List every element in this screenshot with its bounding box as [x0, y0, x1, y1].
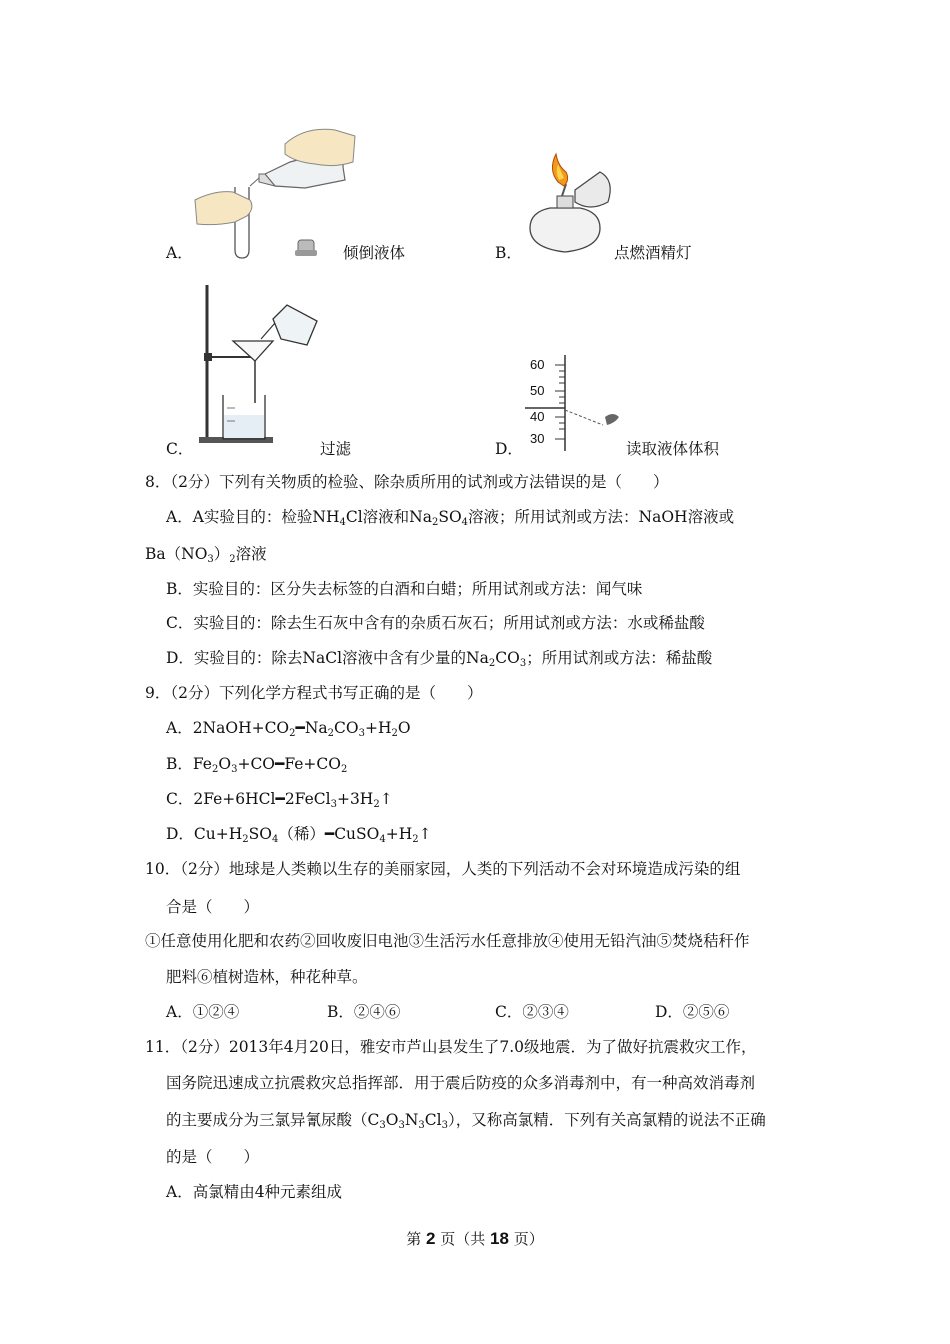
- figure-a-caption: 倾倒液体: [343, 244, 406, 262]
- page-footer: 第 2 页（共 18 页）: [406, 1229, 544, 1248]
- page-total: 18: [490, 1229, 509, 1248]
- q9-option-b: B．$Fe_2O_3+CO━Fe+CO_2$: [166, 755, 348, 775]
- alcohol-lamp-image: [520, 150, 620, 260]
- q11-stem-line3: 的主要成分为三氯异氰尿酸$(C_3O_3N_3Cl_3)$，又称高氯精．下列有关高氯精的说法不正确: [166, 1111, 766, 1131]
- q9-stem: 9．（2分）下列化学方程式书写正确的是（ ）: [145, 684, 483, 702]
- filtration-image: [195, 283, 325, 448]
- q8-stem: 8．（2分）下列有关物质的检验、除杂质所用的试剂或方法错误的是（ ）: [145, 473, 669, 491]
- figure-c-caption: 过滤: [320, 440, 352, 458]
- q11-stem-line2: 国务院迅速成立抗震救灾总指挥部．用于震后防疫的众多消毒剂中，有一种高效消毒剂: [166, 1074, 756, 1092]
- q9-option-c: C．$2Fe+6HCl━2FeCl_3+3H_2↑$: [166, 790, 393, 810]
- q9-option-d: D．$Cu+H_2SO_4$（稀）$━CuSO_4+H_2↑$: [166, 825, 432, 845]
- q8-option-a-line2: $Ba(NO_3)_2$溶液: [145, 545, 267, 565]
- q10-option-b: B．②④⑥: [327, 1003, 401, 1021]
- figure-c-letter: C．: [166, 440, 194, 458]
- q8-option-b: B．实验目的：区分失去标签的白酒和白蜡；所用试剂或方法：闻气味: [166, 580, 643, 598]
- figure-b-letter: B．: [495, 244, 522, 262]
- q10-stem-line1: 10．（2分）地球是人类赖以生存的美丽家园，人类的下列活动不会对环境造成污染的组: [145, 860, 741, 878]
- scale-50: 50: [530, 383, 545, 398]
- q8-option-d: D．实验目的：除去NaCl溶液中含有少量的$Na_2CO_3$；所用试剂或方法：稀盐酸: [166, 649, 713, 669]
- q11-option-a: A．高氯精由4种元素组成: [166, 1183, 343, 1201]
- q11-stem-line4: 的是（ ）: [166, 1148, 260, 1166]
- q11-stem-line1: 11．（2分）2013年4月20日，雅安市芦山县发生了7.0级地震．为了做好抗震救灾工作，: [145, 1038, 757, 1056]
- q10-items-line2: 肥料⑥植树造林，种花种草。: [166, 968, 368, 986]
- scale-30: 30: [530, 431, 545, 446]
- q10-option-a: A．①②④: [166, 1003, 240, 1021]
- figure-a-letter: A．: [166, 244, 193, 262]
- q10-option-d: D．②⑤⑥: [655, 1003, 730, 1021]
- pour-liquid-image: [195, 122, 355, 262]
- figure-d-caption: 读取液体体积: [626, 440, 720, 458]
- q8-option-c: C．实验目的：除去生石灰中含有的杂质石灰石；所用试剂或方法：水或稀盐酸: [166, 614, 705, 632]
- scale-60: 60: [530, 357, 545, 372]
- q10-stem-line2: 合是（ ）: [166, 898, 260, 916]
- q10-option-c: C．②③④: [495, 1003, 569, 1021]
- page-number: 2: [426, 1229, 436, 1248]
- figure-b-caption: 点燃酒精灯: [614, 244, 692, 262]
- figure-d-letter: D．: [495, 440, 523, 458]
- q8-option-a-line1: A．A实验目的：检验$NH_4Cl$溶液和$Na_2SO_4$溶液；所用试剂或方法：NaOH溶液或: [166, 508, 735, 528]
- q9-option-a: A．$2NaOH+CO_2━Na_2CO_3+H_2O$: [166, 719, 411, 739]
- q10-items-line1: ①任意使用化肥和农药②回收废旧电池③生活污水任意排放④使用无铅汽油⑤焚烧秸秆作: [145, 932, 750, 950]
- scale-40: 40: [530, 409, 545, 424]
